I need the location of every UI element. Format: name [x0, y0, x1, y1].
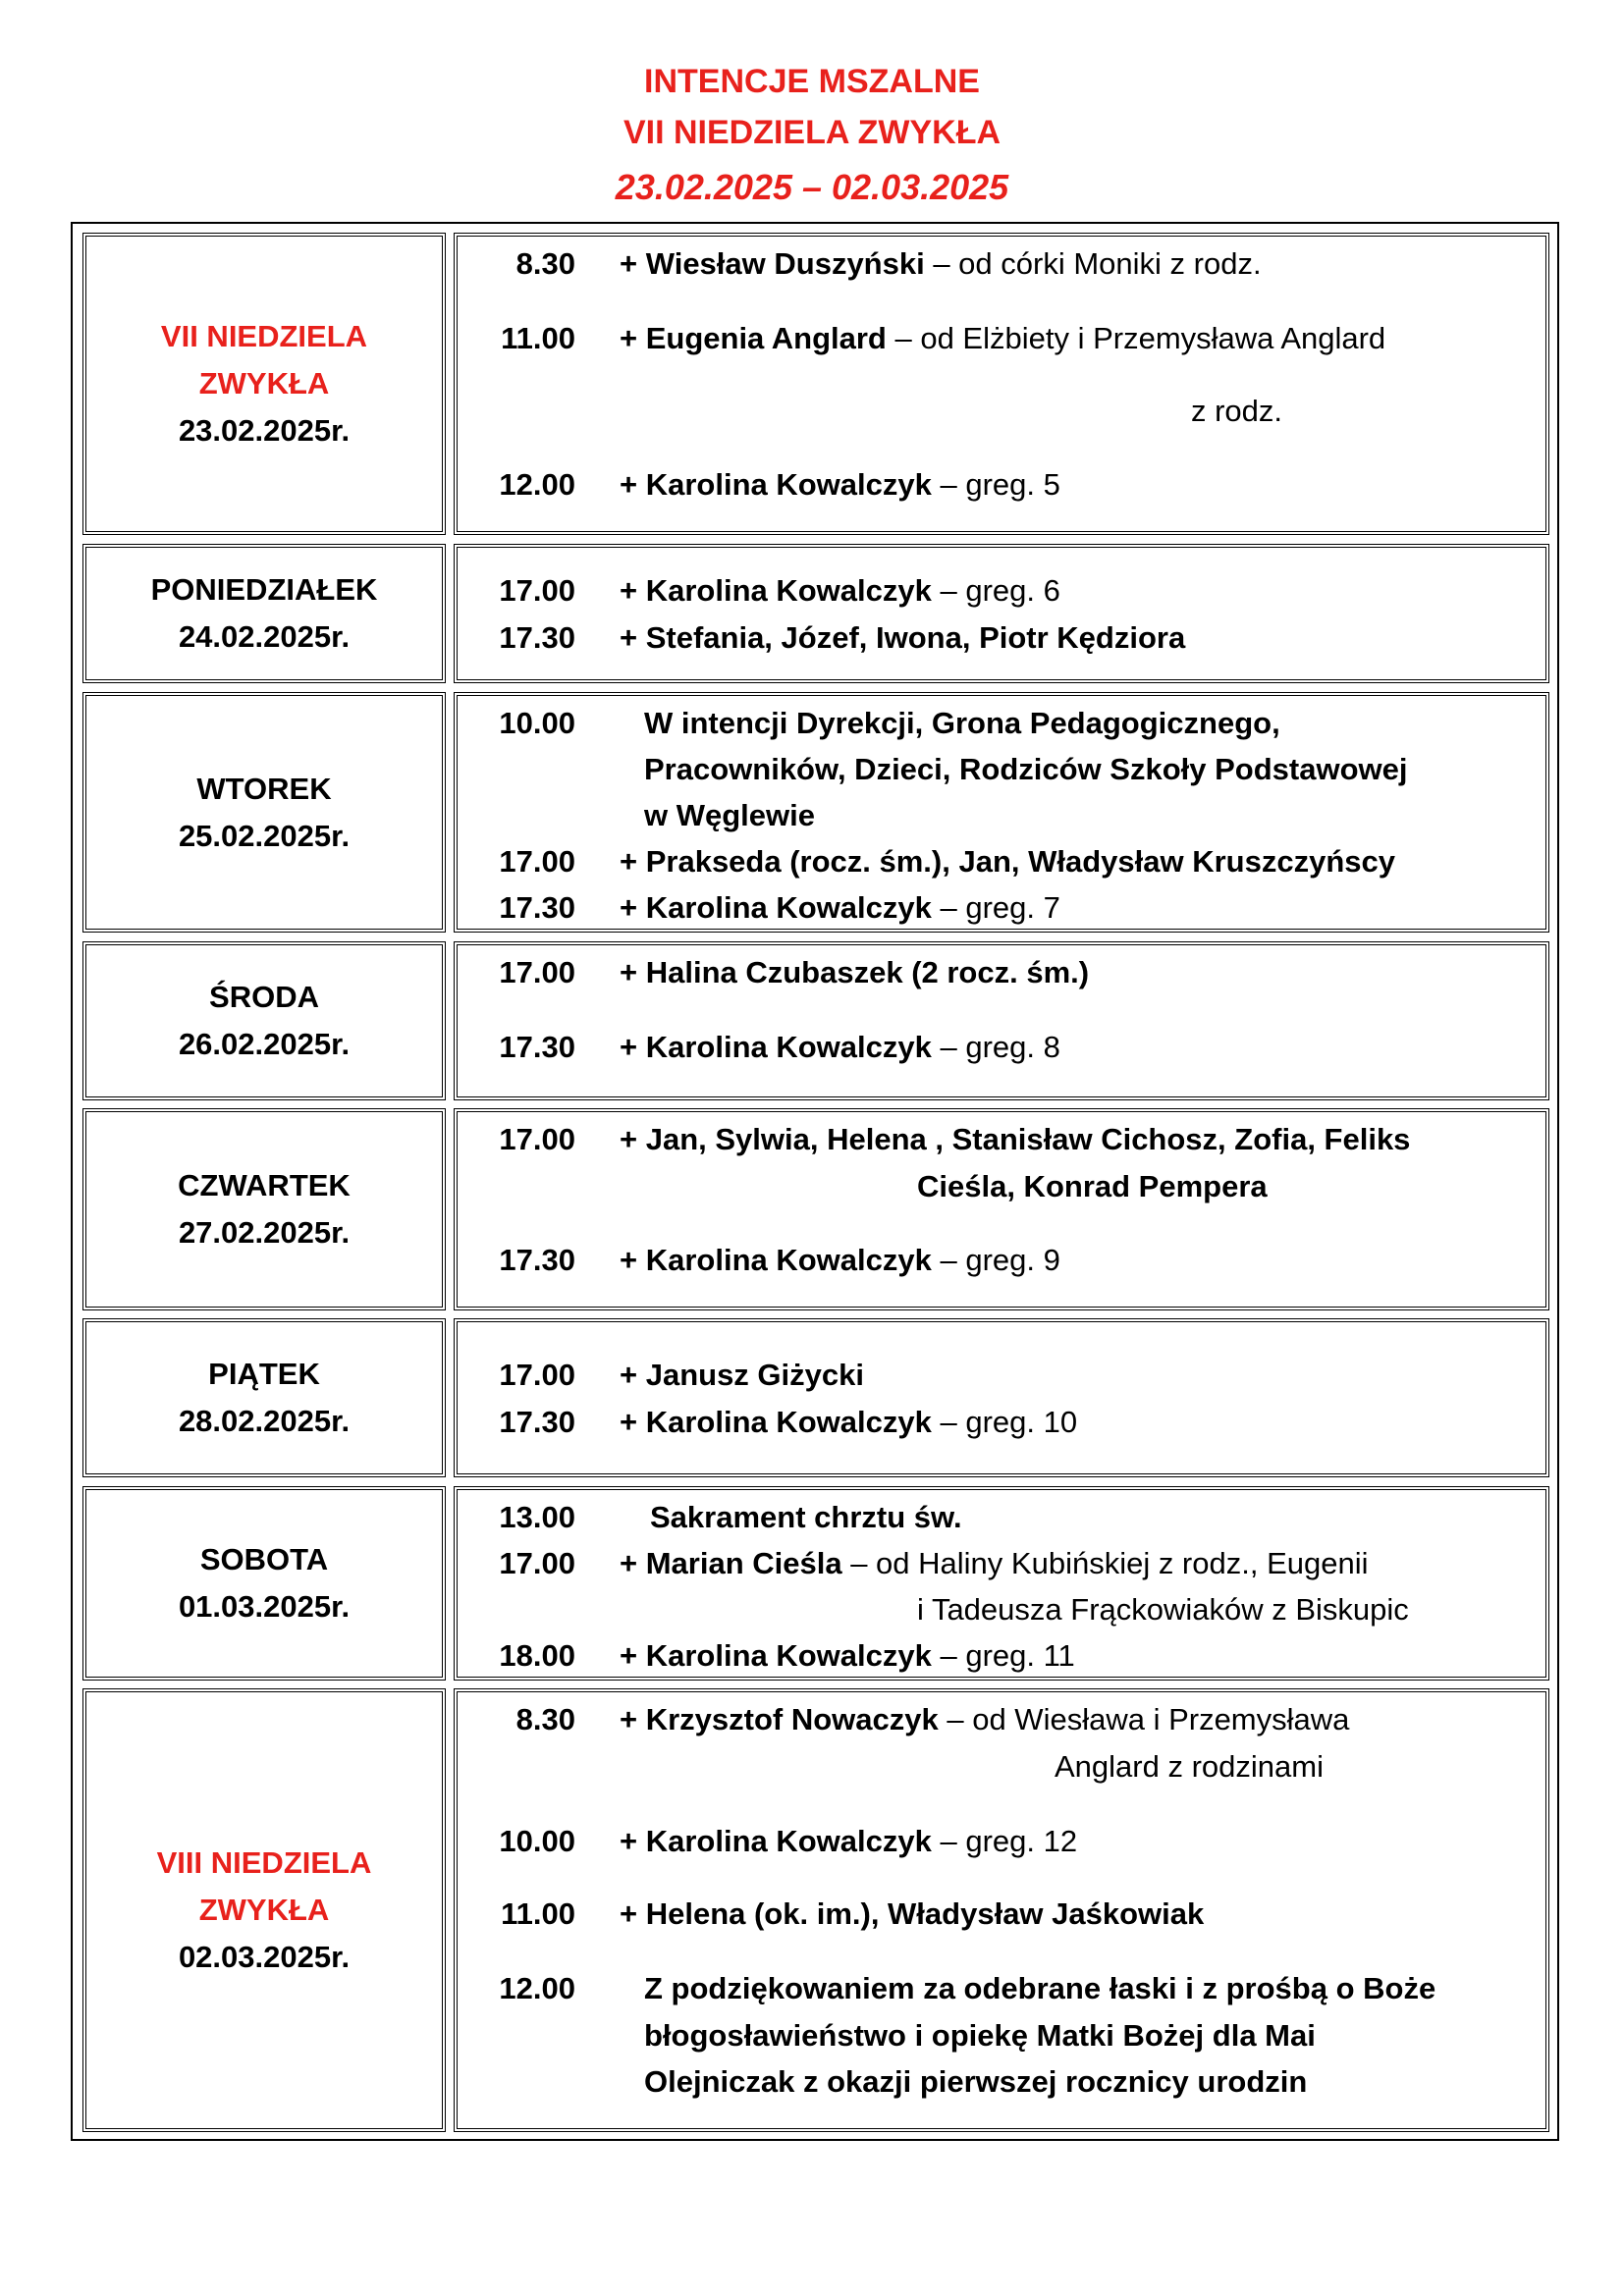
mass-time: 17.30 [499, 1030, 575, 1064]
mass-time: 10.00 [499, 1824, 575, 1858]
intention: + Jan, Sylwia, Helena , Stanisław Cichosz, Zofia, Feliks [620, 1122, 1411, 1156]
intention: + Krzysztof Nowaczyk – od Wiesława i Przemysława [620, 1702, 1350, 1736]
intention-continuation: z rodz. [1191, 394, 1283, 428]
mass-time: 13.00 [499, 1500, 575, 1534]
intentions-box-monday [454, 544, 1549, 683]
day-date: 27.02.2025r. [178, 1215, 351, 1250]
intention-continuation: Anglard z rodzinami [1055, 1749, 1324, 1784]
mass-time: 8.30 [515, 1702, 575, 1736]
intentions-box-tuesday [454, 692, 1549, 933]
intentions-box-sunday-2 [454, 1688, 1549, 2132]
intention: Z podziękowaniem za odebrane łaski i z prośbą o Boże [644, 1971, 1436, 2005]
intention: + Karolina Kowalczyk – greg. 7 [620, 890, 1060, 925]
page-subtitle: VII NIEDZIELA ZWYKŁA [623, 114, 1001, 151]
day-name-2: ZWYKŁA [198, 1893, 330, 1927]
mass-time: 17.30 [499, 1405, 575, 1439]
mass-time: 17.30 [499, 890, 575, 925]
intention: + Karolina Kowalczyk – greg. 6 [620, 573, 1060, 608]
intention: + Karolina Kowalczyk – greg. 12 [620, 1824, 1078, 1858]
intentions-box-sunday-1 [454, 233, 1549, 535]
day-date: 25.02.2025r. [178, 818, 351, 853]
day-date: 01.03.2025r. [178, 1589, 351, 1624]
day-box-saturday [82, 1486, 446, 1681]
day-box-tuesday [82, 692, 446, 933]
intention: + Halina Czubaszek (2 rocz. śm.) [620, 955, 1090, 989]
day-name: ŚRODA [209, 980, 319, 1014]
intention: + Prakseda (rocz. śm.), Jan, Władysław Kruszczyńscy [620, 844, 1395, 879]
intention: + Karolina Kowalczyk – greg. 11 [620, 1638, 1075, 1673]
intentions-box-wednesday [454, 941, 1549, 1100]
day-name: PONIEDZIAŁEK [150, 572, 378, 607]
intention: + Karolina Kowalczyk – greg. 10 [620, 1405, 1078, 1439]
intention-continuation: błogosławieństwo i opiekę Matki Bożej dla Mai [644, 2018, 1316, 2053]
mass-time: 11.00 [501, 1896, 575, 1931]
intention-continuation: i Tadeusza Frąckowiaków z Biskupic [917, 1592, 1409, 1627]
intention: + Janusz Giżycki [620, 1358, 864, 1392]
mass-time: 12.00 [499, 1971, 575, 2005]
mass-time: 17.00 [499, 1358, 575, 1392]
intentions-box-thursday [454, 1108, 1549, 1310]
day-name: VII NIEDZIELA [160, 319, 368, 353]
mass-time: 12.00 [499, 467, 575, 502]
intention: + Stefania, Józef, Iwona, Piotr Kędziora [620, 620, 1186, 655]
mass-time: 10.00 [499, 706, 575, 740]
intention: + Eugenia Anglard – od Elżbiety i Przemysława Anglard [620, 321, 1386, 355]
page-title: INTENCJE MSZALNE [644, 63, 980, 100]
intention: + Karolina Kowalczyk – greg. 8 [620, 1030, 1060, 1064]
mass-time: 18.00 [499, 1638, 575, 1673]
day-box-sunday-2 [82, 1688, 446, 2132]
intentions-box-saturday [454, 1486, 1549, 1681]
intention-continuation: w Węglewie [644, 798, 815, 832]
intention-continuation: Pracowników, Dzieci, Rodziców Szkoły Podstawowej [644, 752, 1408, 786]
intention: + Marian Cieśla – od Haliny Kubińskiej z rodz., Eugenii [620, 1546, 1369, 1580]
day-box-thursday [82, 1108, 446, 1310]
intention-continuation: Cieśla, Konrad Pempera [917, 1169, 1268, 1203]
intention: W intencji Dyrekcji, Grona Pedagogicznego, [644, 706, 1280, 740]
day-name: WTOREK [196, 771, 332, 806]
mass-time: 17.00 [499, 573, 575, 608]
day-name-2: ZWYKŁA [198, 366, 330, 400]
day-date: 23.02.2025r. [178, 413, 351, 448]
intention: Sakrament chrztu św. [650, 1500, 962, 1534]
intention: + Wiesław Duszyński – od córki Moniki z rodz. [620, 246, 1262, 281]
intention: + Helena (ok. im.), Władysław Jaśkowiak [620, 1896, 1205, 1931]
day-box-friday [82, 1318, 446, 1477]
date-range: 23.02.2025 – 02.03.2025 [615, 167, 1009, 207]
day-name: VIII NIEDZIELA [156, 1845, 372, 1880]
day-name: PIĄTEK [208, 1357, 320, 1391]
intention-continuation: Olejniczak z okazji pierwszej rocznicy urodzin [644, 2064, 1308, 2099]
mass-time: 17.30 [499, 620, 575, 655]
mass-time: 17.30 [499, 1243, 575, 1277]
mass-time: 8.30 [515, 246, 575, 281]
day-name: SOBOTA [199, 1542, 329, 1576]
intention: + Karolina Kowalczyk – greg. 9 [620, 1243, 1060, 1277]
day-box-monday [82, 544, 446, 683]
mass-time: 17.00 [499, 844, 575, 879]
day-date: 02.03.2025r. [178, 1940, 351, 1974]
mass-time: 17.00 [499, 955, 575, 989]
day-date: 24.02.2025r. [178, 619, 351, 654]
intention: + Karolina Kowalczyk – greg. 5 [620, 467, 1060, 502]
day-date: 28.02.2025r. [178, 1404, 351, 1438]
day-box-sunday-1 [82, 233, 446, 535]
mass-time: 17.00 [499, 1122, 575, 1156]
day-box-wednesday [82, 941, 446, 1100]
intentions-box-friday [454, 1318, 1549, 1477]
day-name: CZWARTEK [178, 1168, 351, 1202]
day-date: 26.02.2025r. [178, 1027, 351, 1061]
mass-time: 11.00 [501, 321, 575, 355]
mass-time: 17.00 [499, 1546, 575, 1580]
